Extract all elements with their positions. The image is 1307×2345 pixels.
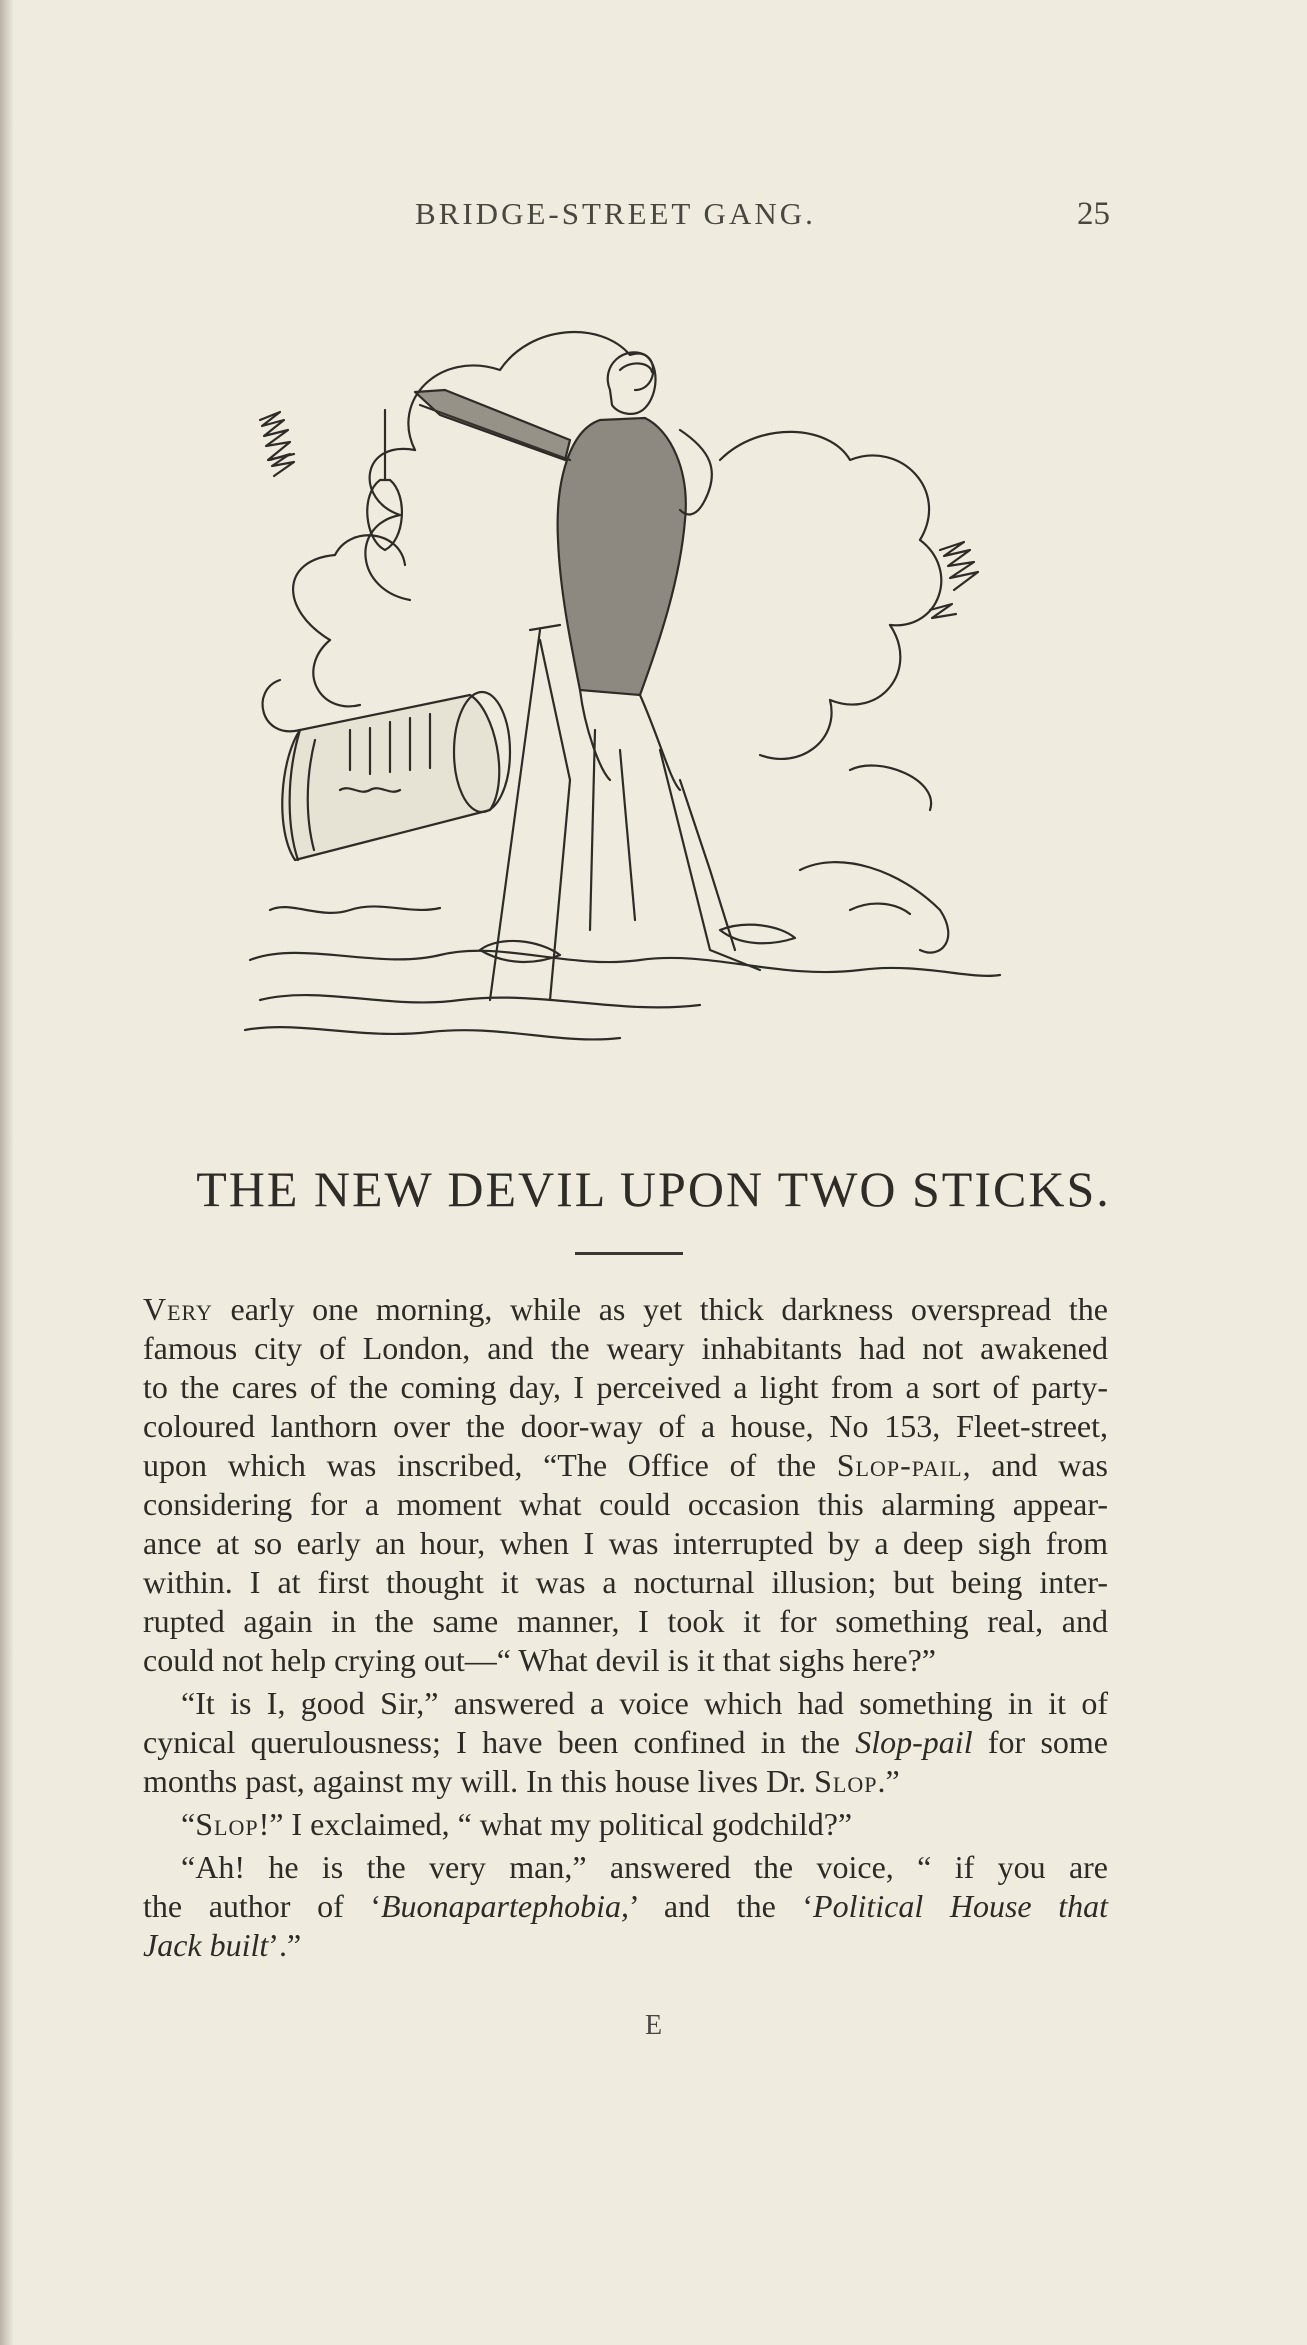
text-line	[143, 1446, 1108, 1485]
text-span: early one morning, while as yet thick darkness overspread the	[212, 1291, 1108, 1327]
plate-title: THE NEW DEVIL UPON TWO STICKS.	[196, 1161, 1111, 1217]
text-span: the author of ‘	[143, 1888, 381, 1924]
text-span: , and was	[962, 1447, 1108, 1483]
body-text	[143, 1290, 1108, 1969]
text-line: coloured lanthorn over the door-way of a house, No 153, Fleet-street,	[143, 1408, 1108, 1444]
text-line: “It is I, good Sir,” answered a voice which had something in it of	[181, 1685, 1108, 1721]
italic-span: Jack built	[143, 1927, 269, 1963]
running-head	[150, 196, 1110, 246]
text-span: !” I exclaimed, “ what my political godchild?”	[258, 1806, 853, 1842]
text-line	[143, 1723, 1108, 1762]
text-line: to the cares of the coming day, I perceived a light from a sort of party-	[143, 1369, 1108, 1405]
engraving-devil-on-two-sticks-icon	[240, 310, 1010, 1120]
running-title: BRIDGE-STREET GANG.	[415, 196, 816, 231]
text-span: upon which was inscribed, “The Office of the	[143, 1447, 837, 1483]
page-number: 25	[1077, 196, 1110, 232]
text-span: “	[181, 1806, 196, 1842]
small-caps-span: Slop	[195, 1806, 259, 1842]
paragraph-1	[143, 1290, 1108, 1680]
text-line: rupted again in the same manner, I took it for something real, and	[143, 1603, 1108, 1639]
text-line	[143, 1926, 1108, 1965]
paragraph-3	[143, 1805, 1108, 1844]
text-span: for some	[972, 1724, 1108, 1760]
text-line	[143, 1762, 1108, 1801]
text-span: ’.”	[268, 1927, 302, 1963]
text-line: famous city of London, and the weary inhabitants had not awakened	[143, 1330, 1108, 1366]
text-span: cynical querulousness; I have been confined in the	[143, 1724, 856, 1760]
text-span: months past, against my will. In this house lives Dr.	[143, 1763, 815, 1799]
small-caps-span: Slop	[814, 1763, 878, 1799]
text-line: within. I at first thought it was a nocturnal illusion; but being inter-	[143, 1564, 1108, 1600]
text-line: considering for a moment what could occasion this alarming appear-	[143, 1486, 1108, 1522]
italic-span: Buonapartephobia,	[380, 1888, 629, 1924]
text-line	[143, 1887, 1108, 1926]
text-span: .”	[877, 1763, 900, 1799]
paragraph-4	[143, 1848, 1108, 1965]
italic-span: Political House that	[813, 1888, 1108, 1924]
paragraph-2	[143, 1684, 1108, 1801]
text-line: “Ah! he is the very man,” answered the voice, “ if you are	[181, 1849, 1108, 1885]
signature-mark: E	[644, 2010, 663, 2041]
small-caps-span: Slop-pail	[836, 1447, 963, 1483]
italic-span: Slop-pail	[855, 1724, 973, 1760]
text-line	[143, 1290, 1108, 1329]
divider-rule	[575, 1252, 683, 1255]
text-line: could not help crying out—“ What devil is it that sighs here?”	[143, 1642, 936, 1678]
text-span: ’ and the ‘	[628, 1888, 814, 1924]
text-line	[143, 1805, 1108, 1844]
text-line: ance at so early an hour, when I was interrupted by a deep sigh from	[143, 1525, 1108, 1561]
opening-word: Very	[143, 1291, 213, 1327]
